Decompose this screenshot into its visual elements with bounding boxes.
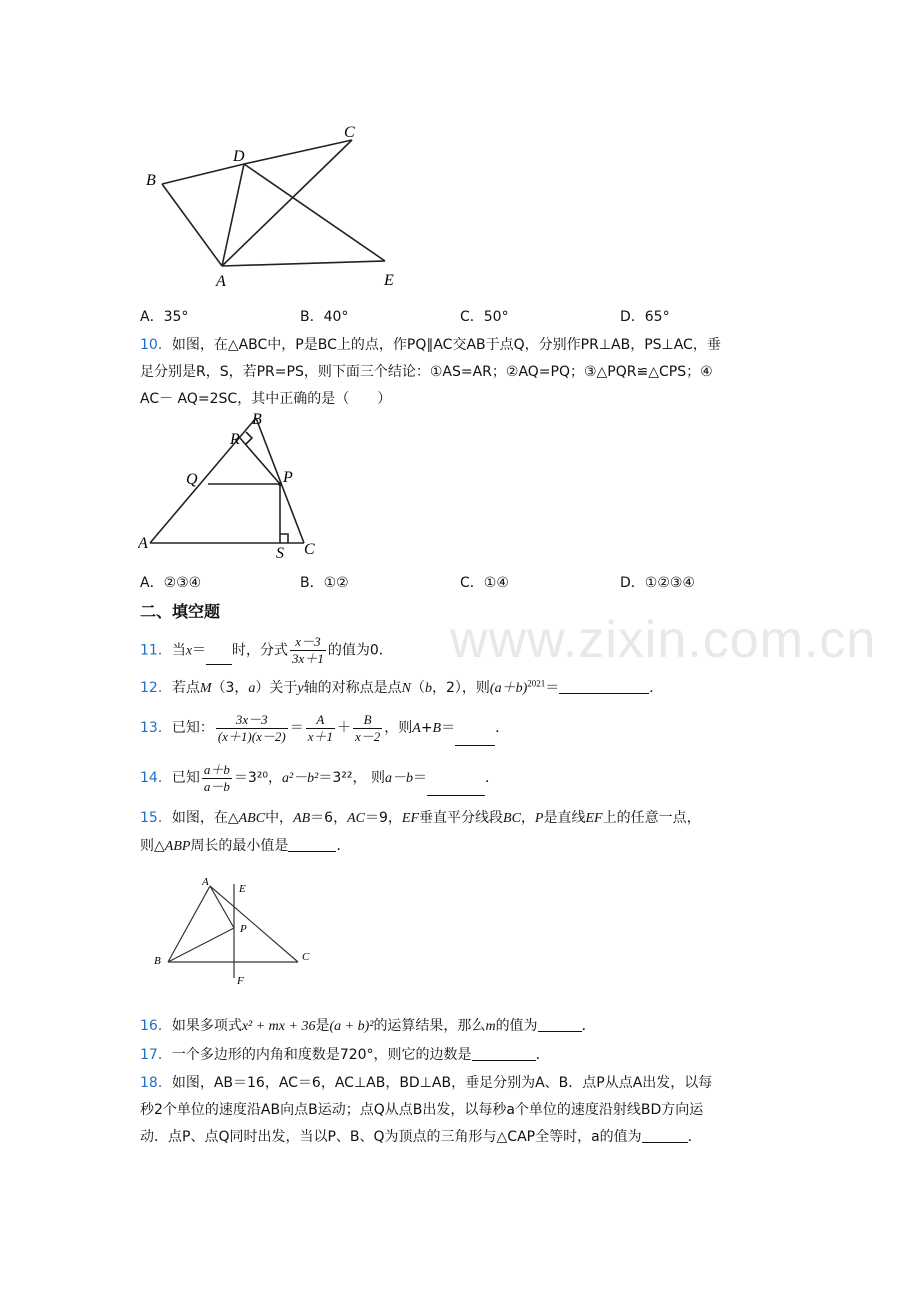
figure-q15 xyxy=(148,870,328,992)
q15-line1: 15．如图，在△ABC中，AB＝6，AC＝9，EF垂直平分线段BC，P是直线EF上的任意一点， xyxy=(140,810,701,826)
q18-line1: 18．如图，AB＝16，AC＝6，AC⊥AB，BD⊥AB，垂足分别为A、B．点P从点A出发，以每 xyxy=(140,1075,713,1091)
q13-fraction-b: $\frac{B}{x-2}$ xyxy=(354,711,381,744)
q15-line2: 则△ABP周长的最小值是 ． xyxy=(140,838,351,854)
q11-fraction: $\frac{x-3}{3x+1}$ xyxy=(292,634,324,666)
segment-ab xyxy=(150,418,256,543)
q16-answer-blank[interactable] xyxy=(538,1030,582,1032)
watermark: www.zixin.com.cn xyxy=(450,611,877,669)
segment-bd xyxy=(162,164,244,184)
q11-number: 11． xyxy=(140,642,172,659)
q10-number: 10． xyxy=(140,337,172,353)
q12-answer-blank[interactable] xyxy=(559,692,649,694)
q13-number: 13． xyxy=(140,720,172,736)
q18-line3: 动．点P、点Q同时出发，当以P、B、Q为顶点的三角形与△CAP全等时，a的值为 ． xyxy=(140,1129,702,1145)
q9-option-a: A．35° xyxy=(140,309,189,325)
label-p: P xyxy=(240,923,247,935)
figure-q9 xyxy=(140,118,410,293)
q18-line2: 秒2个单位的速度沿AB向点B运动；点Q从点B出发，以每秒a个单位的速度沿射线BD方向运 xyxy=(140,1102,704,1118)
label-b: B xyxy=(154,955,161,967)
label-f: F xyxy=(237,975,244,987)
q14-answer-blank[interactable] xyxy=(427,794,485,796)
figure-q10 xyxy=(138,410,328,560)
segment-ae xyxy=(222,261,385,266)
segment-ba xyxy=(162,184,222,266)
q14: 14．已知 $\frac{a+b}{a-b}$ ＝3²⁰，a²－b²＝3²²， 则a－b＝ ． xyxy=(140,758,499,799)
q10-line3: AC－ AQ=2SC，其中正确的是（ ） xyxy=(140,391,392,407)
label-q: Q xyxy=(186,471,198,488)
segment-de xyxy=(244,164,385,261)
q10-line2: 足分别是R，S，若PR=PS，则下面三个结论：①AS=AR；②AQ=PQ；③△PQR≌△CPS；④ xyxy=(140,364,713,380)
q11-answer-blank[interactable] xyxy=(206,663,232,665)
right-angle-s xyxy=(280,534,288,543)
label-b: B xyxy=(146,172,156,189)
q10-option-b: B．①② xyxy=(300,575,349,591)
label-a: A xyxy=(138,535,148,552)
q12-number: 12． xyxy=(140,680,172,696)
q13-fraction-a: $\frac{A}{x+1}$ xyxy=(307,711,333,744)
label-a: A xyxy=(202,876,209,888)
q16: 16．如果多项式x² + mx + 36是(a + b)²的运算结果，那么m的值为 ． xyxy=(140,1018,596,1034)
q10-option-a: A．②③④ xyxy=(140,575,202,591)
point-p xyxy=(278,482,282,486)
right-angle-r xyxy=(246,432,252,444)
q10-option-c: C．①④ xyxy=(460,575,509,591)
segment-dc xyxy=(244,140,352,164)
segment-da xyxy=(222,164,244,266)
q18-answer-blank[interactable] xyxy=(642,1141,688,1143)
label-b: B xyxy=(252,411,262,428)
q17: 17．一个多边形的内角和度数是720°，则它的边数是 ． xyxy=(140,1047,550,1063)
q13-fraction-left: $\frac{3x-3}{(x+1)(x-2)}$ xyxy=(217,711,286,744)
q9-option-c: C．50° xyxy=(460,309,509,325)
section-heading-fill-in: 二、填空题 xyxy=(140,602,221,621)
label-c: C xyxy=(304,541,315,558)
label-e: E xyxy=(239,883,246,895)
label-c: C xyxy=(302,951,310,963)
q15-answer-blank[interactable] xyxy=(288,850,336,852)
q10-option-d: D．①②③④ xyxy=(620,575,695,591)
label-p: P xyxy=(283,469,293,486)
label-a: A xyxy=(216,273,226,290)
q9-option-b: B．40° xyxy=(300,309,349,325)
label-s: S xyxy=(276,545,284,560)
segment-pr xyxy=(240,438,280,484)
q14-fraction: $\frac{a+b}{a-b}$ xyxy=(203,761,230,794)
q12: 12．若点M（3，a）关于y轴的对称点是点N（b，2），则$(a+b)^{2021}=$ ． xyxy=(140,678,664,696)
q13: 13．已知： $\frac{3x-3}{(x+1)(x-2)}$ ＝ $\frac{A}{x+1}$ ＋ $\frac{B}{x-2}$ ，则A+B＝ ． xyxy=(140,708,509,749)
q16-number: 16． xyxy=(140,1018,172,1034)
label-r: R xyxy=(230,431,240,448)
q9-option-d: D．65° xyxy=(620,309,670,325)
label-d: D xyxy=(233,148,245,165)
q17-answer-blank[interactable] xyxy=(472,1059,536,1061)
q17-number: 17． xyxy=(140,1047,172,1063)
label-c: C xyxy=(344,124,355,141)
q10-line1: 10．如图，在△ABC中，P是BC上的点，作PQ∥AC交AB于点Q，分别作PR⊥AB，PS⊥AC，垂 xyxy=(140,337,721,353)
q14-number: 14． xyxy=(140,770,172,786)
q15-number: 15． xyxy=(140,810,172,826)
segment-ap xyxy=(210,886,234,928)
q11: 11．当x＝ 时，分式 $\frac{x-3}{3x+1}$ 的值为0． xyxy=(140,634,393,666)
label-e: E xyxy=(384,272,394,289)
q18-number: 18． xyxy=(140,1075,172,1091)
q13-answer-blank[interactable] xyxy=(455,744,495,746)
segment-ac xyxy=(210,886,298,962)
